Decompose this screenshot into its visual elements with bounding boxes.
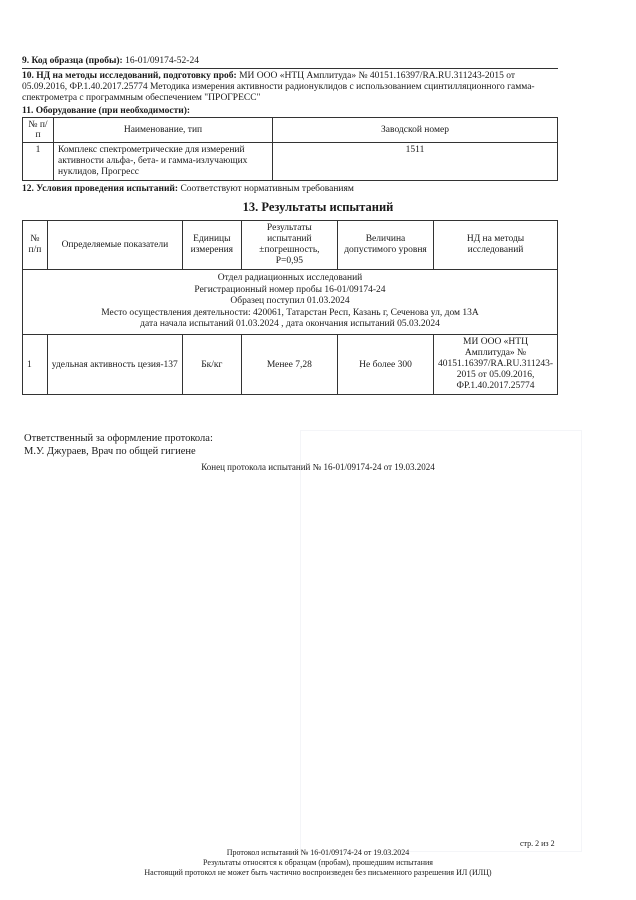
conditions-line — [22, 184, 354, 194]
methods-label: 10. НД на методы исследований, подготовку проб: — [22, 71, 237, 81]
activity-location: Место осуществления деятельности: 420061, Татарстан Респ, Казань г, Сеченова ул, дом 13А — [101, 307, 479, 318]
equipment-header-name: Наименование, тип — [54, 118, 273, 143]
result-value: Менее 7,28 — [241, 335, 337, 395]
conditions-label: 12. Условия проведения испытаний: — [22, 184, 179, 194]
result-method: МИ ООО «НТЦ Амплитуда» № 40151.16397/RA.RU.311243-2015 от 05.09.2016, ФР.1.40.2017.25774 — [434, 335, 558, 395]
equipment-table — [22, 117, 558, 181]
responsible-block — [24, 433, 213, 458]
result-limit: Не более 300 — [337, 335, 433, 395]
equipment-header-serial: Заводской номер — [273, 118, 558, 143]
result-unit: Бк/кг — [182, 335, 241, 395]
footer — [0, 848, 636, 878]
results-info-cell — [23, 270, 558, 335]
results-table — [22, 220, 558, 395]
methods-text: МИ ООО «НТЦ Амплитуда» № 40151.16397/RA.RU.311243-2015 от 05.09.2016, ФР.1.40.2017.25774 Методика измерения активности радионуклидов с использованием сцинтилляционного гамма-спектрометра с программным обеспечением "ПРОГРЕСС" — [22, 71, 535, 103]
results-header-unit: Единицы измерения — [182, 221, 241, 270]
sample-code-value: 16-01/09174-52-24 — [125, 56, 199, 66]
equipment-header-row — [23, 118, 558, 143]
responsible-label: Ответственный за оформление протокола: — [24, 433, 213, 444]
sample-received: Образец поступил 01.03.2024 — [230, 296, 350, 307]
sample-code-underline — [22, 68, 558, 69]
footer-results-note: Результаты относятся к образцам (пробам), прошедшим испытания — [203, 858, 433, 867]
registration-number: Регистрационный номер пробы 16-01/09174-24 — [194, 284, 386, 295]
equipment-number: 1 — [23, 143, 54, 181]
table-row — [23, 335, 558, 395]
footer-reproduction-note: Настоящий протокол не может быть частично воспроизведен без письменного разрешения ИЛ (ИЛЦ) — [144, 868, 492, 877]
results-info-row — [23, 270, 558, 335]
results-header-row — [23, 221, 558, 270]
sample-code-line — [22, 56, 199, 66]
department: Отдел радиационных исследований — [217, 273, 363, 284]
results-title: 13. Результаты испытаний — [242, 200, 394, 214]
page-number: стр. 2 из 2 — [520, 839, 555, 848]
test-dates: дата начала испытаний 01.03.2024 , дата окончания испытаний 05.03.2024 — [140, 319, 440, 330]
results-header-indicator: Определяемые показатели — [47, 221, 182, 270]
result-number: 1 — [23, 335, 48, 395]
footer-protocol: Протокол испытаний № 16-01/09174-24 от 19.03.2024 — [226, 848, 410, 857]
end-of-protocol: Конец протокола испытаний № 16-01/09174-24 от 19.03.2024 — [201, 462, 435, 472]
results-header-limit: Величина допустимого уровня — [337, 221, 433, 270]
equipment-name: Комплекс спектрометрические для измерений активности альфа-, бета- и гамма-излучающих нуклидов, Прогресс — [54, 143, 273, 181]
background-watermark — [300, 430, 582, 852]
methods-section — [22, 71, 562, 104]
sample-code-label: 9. Код образца (пробы): — [22, 56, 123, 66]
equipment-serial: 1511 — [273, 143, 558, 181]
results-header-method: НД на методы исследований — [434, 221, 558, 270]
result-indicator: удельная активность цезия-137 — [47, 335, 182, 395]
table-row — [23, 143, 558, 181]
results-header-number: № п/п — [23, 221, 48, 270]
responsible-person: М.У. Джураев, Врач по общей гигиене — [24, 445, 196, 457]
equipment-label: 11. Оборудование (при необходимости): — [22, 106, 191, 116]
conditions-value: Соответствуют нормативным требованиям — [180, 184, 354, 194]
equipment-header-number: № п/п — [23, 118, 54, 143]
results-header-result: Результаты испытаний ±погрешность, P=0,95 — [241, 221, 337, 270]
